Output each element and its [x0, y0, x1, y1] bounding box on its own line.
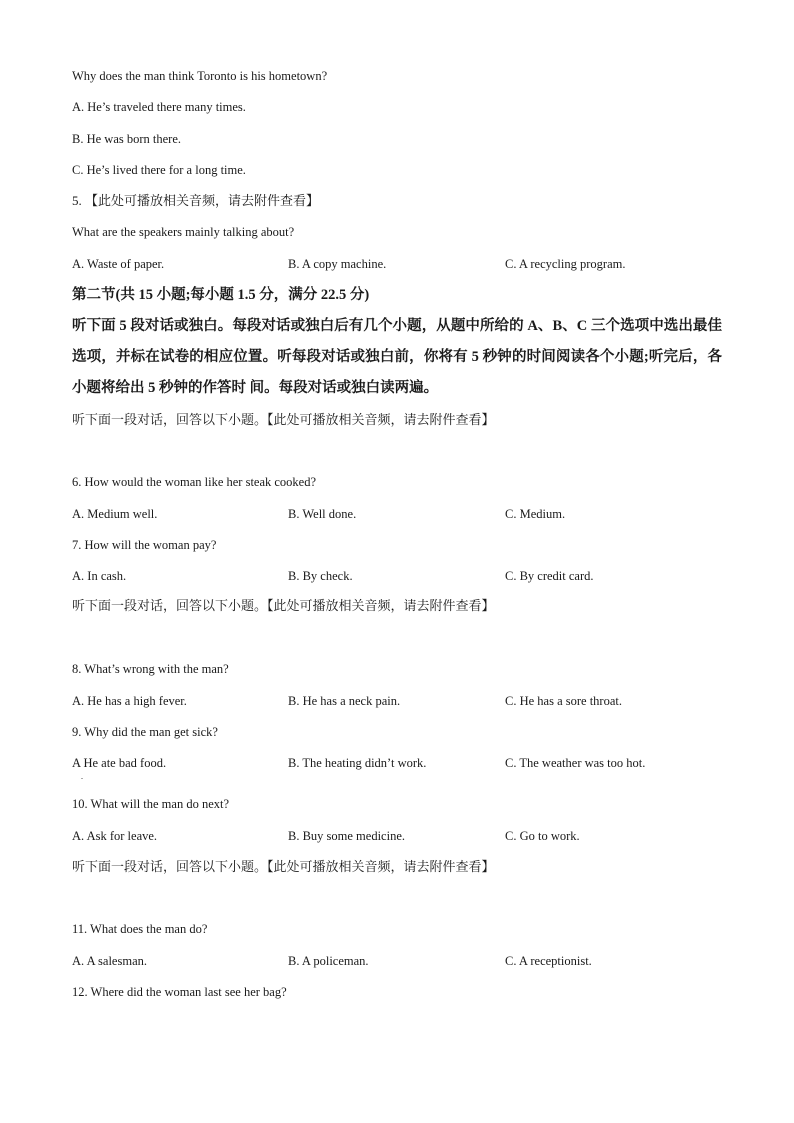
question-6-option-c: C. Medium.	[505, 507, 566, 521]
question-12-text: 12. Where did the woman last see her bag?	[72, 985, 287, 999]
question-4-text: Why does the man think Toronto is his hometown?	[72, 69, 328, 83]
question-4-option-a: A. He’s traveled there many times.	[72, 100, 246, 114]
question-10-text: 10. What will the man do next?	[72, 797, 230, 811]
question-11-option-a: A. A salesman.	[72, 954, 147, 968]
question-8-option-c: C. He has a sore throat.	[505, 694, 622, 708]
dialog-prompt-3: 听下面一段对话，回答以下小题。【此处可播放相关音频，请去附件查看】	[72, 859, 495, 874]
question-6-text: 6. How would the woman like her steak cooked?	[72, 475, 317, 489]
section-2-title: 第二节(共 15 小题;每小题 1.5 分，满分 22.5 分)	[72, 287, 370, 303]
question-5-audio-label: 5. 【此处可播放相关音频，请去附件查看】	[72, 193, 320, 208]
question-11-option-c: C. A receptionist.	[505, 954, 592, 968]
dialog-prompt-2: 听下面一段对话，回答以下小题。【此处可播放相关音频，请去附件查看】	[72, 598, 495, 613]
stray-mark: .	[81, 772, 83, 781]
question-7-option-c: C. By credit card.	[505, 569, 594, 583]
question-9-option-b: B. The heating didn’t work.	[288, 756, 427, 770]
question-8-option-a: A. He has a high fever.	[72, 694, 187, 708]
question-10-option-a: A. Ask for leave.	[72, 829, 158, 843]
question-11-text: 11. What does the man do?	[72, 922, 208, 936]
question-8-option-b: B. He has a neck pain.	[288, 694, 401, 708]
question-5-text: What are the speakers mainly talking about?	[72, 225, 295, 239]
question-8-text: 8. What’s wrong with the man?	[72, 662, 229, 676]
question-4-option-b: B. He was born there.	[72, 132, 181, 146]
question-7-option-b: B. By check.	[288, 569, 353, 583]
question-10-option-b: B. Buy some medicine.	[288, 829, 405, 843]
question-6-option-a: A. Medium well.	[72, 507, 158, 521]
question-9-option-a: A He ate bad food.	[72, 756, 167, 770]
dialog-prompt-1: 听下面一段对话，回答以下小题。【此处可播放相关音频，请去附件查看】	[72, 412, 495, 427]
question-7-text: 7. How will the woman pay?	[72, 538, 217, 552]
question-4-option-c: C. He’s lived there for a long time.	[72, 163, 246, 177]
question-5-option-b: B. A copy machine.	[288, 257, 387, 271]
question-7-option-a: A. In cash.	[72, 569, 127, 583]
question-5-option-c: C. A recycling program.	[505, 257, 626, 271]
question-5-option-a: A. Waste of paper.	[72, 257, 165, 271]
question-10-option-c: C. Go to work.	[505, 829, 580, 843]
question-9-option-c: C. The weather was too hot.	[505, 756, 646, 770]
section-2-instructions: 听下面 5 段对话或独白。每段对话或独白后有几个小题，从题中所给的 A、B、C 三个选项中选出最佳选项，并标在试卷的相应位置。听每段对话或独白前，你将有 5 秒钟的时间阅读各个小题;听完后，各小题将给出 5 秒钟的作答时 间。每段对话或独白读两遍。	[72, 318, 722, 396]
question-11-option-b: B. A policeman.	[288, 954, 369, 968]
question-9-text: 9. Why did the man get sick?	[72, 725, 218, 739]
question-6-option-b: B. Well done.	[288, 507, 357, 521]
